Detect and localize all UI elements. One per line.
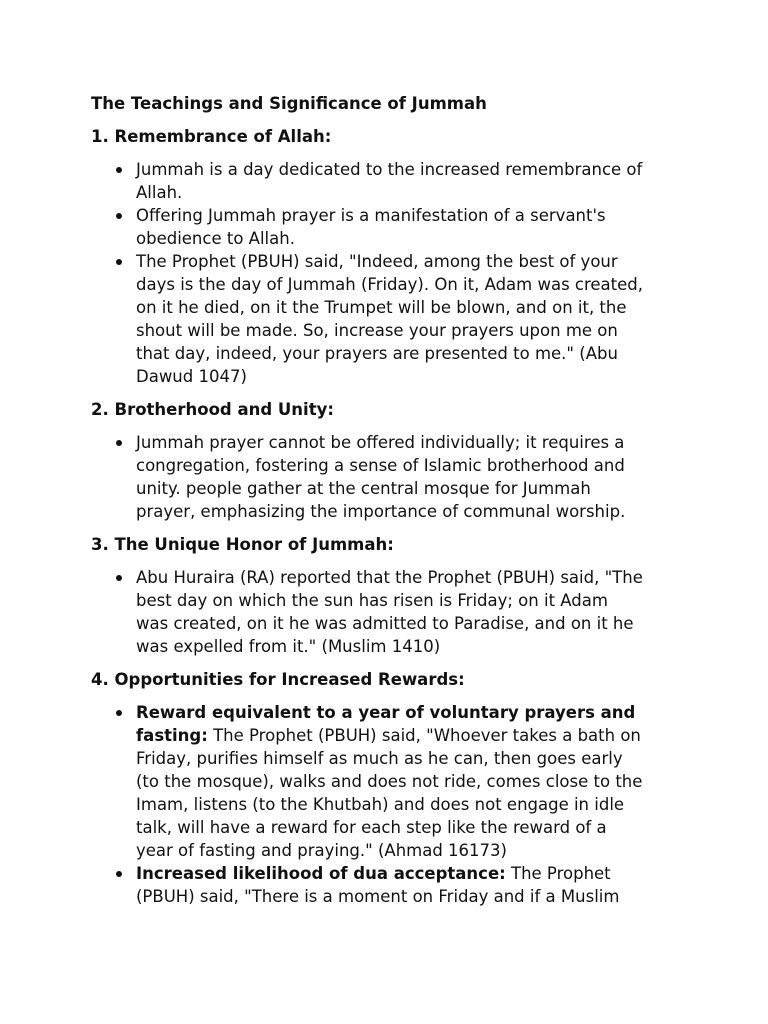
section-heading: 4. Opportunities for Increased Rewards: <box>91 670 465 689</box>
text-line: (PBUH) said, "There is a moment on Friday and if a Muslim <box>136 887 620 906</box>
text-line: obedience to Allah. <box>136 229 295 248</box>
text-line: that day, indeed, your prayers are presented to me." (Abu <box>136 344 618 363</box>
section-heading: 2. Brotherhood and Unity: <box>91 400 334 419</box>
text-line: Imam, listens (to the Khutbah) and does not engage in idle <box>136 795 625 814</box>
bullet-list <box>91 566 691 658</box>
text-line-mixed <box>136 724 691 747</box>
section-unique-honor <box>91 533 691 658</box>
list-item <box>91 862 691 908</box>
bullet-list <box>91 158 691 388</box>
bold-lead: Reward equivalent to a year of voluntary prayers and <box>136 703 636 722</box>
section-heading: 3. The Unique Honor of Jummah: <box>91 535 394 554</box>
section-rewards <box>91 668 691 908</box>
text-line: Offering Jummah prayer is a manifestation of a servant's <box>136 206 606 225</box>
text-line: Jummah prayer cannot be offered individually; it requires a <box>136 433 625 452</box>
text-line: (to the mosque), walks and does not ride, comes close to the <box>136 772 643 791</box>
bold-lead: fasting: <box>136 726 208 745</box>
list-item <box>91 204 691 250</box>
text-line: best day on which the sun has risen is Friday; on it Adam <box>136 591 608 610</box>
text-line: prayer, emphasizing the importance of communal worship. <box>136 502 626 521</box>
text-line: congregation, fostering a sense of Islamic brotherhood and <box>136 456 625 475</box>
bullet-list <box>91 431 691 523</box>
text-line: on it he died, on it the Trumpet will be blown, and on it, the <box>136 298 627 317</box>
text-run: The Prophet <box>505 864 611 883</box>
section-remembrance <box>91 125 691 388</box>
bullet-list <box>91 701 691 908</box>
bullet-icon <box>116 167 122 173</box>
bullet-icon <box>116 259 122 265</box>
text-line: shout will be made. So, increase your prayers upon me on <box>136 321 618 340</box>
text-line: talk, will have a reward for each step like the reward of a <box>136 818 607 837</box>
text-line-first <box>136 862 691 885</box>
text-line: Friday, purifies himself as much as he can, then goes early <box>136 749 623 768</box>
list-item <box>91 431 691 523</box>
text-line: was expelled from it." (Muslim 1410) <box>136 637 441 656</box>
list-item <box>91 158 691 204</box>
list-item <box>91 250 691 388</box>
list-item <box>91 701 691 862</box>
text-line: unity. people gather at the central mosque for Jummah <box>136 479 591 498</box>
text-run: The Prophet (PBUH) said, "Whoever takes a bath on <box>207 726 641 745</box>
bullet-icon <box>116 440 122 446</box>
section-brotherhood <box>91 398 691 523</box>
text-line: Abu Huraira (RA) reported that the Prophet (PBUH) said, "The <box>136 568 643 587</box>
text-line: days is the day of Jummah (Friday). On it, Adam was created, <box>136 275 644 294</box>
text-line: year of fasting and praying." (Ahmad 16173) <box>136 841 507 860</box>
bold-lead: Increased likelihood of dua acceptance: <box>136 864 506 883</box>
section-heading: 1. Remembrance of Allah: <box>91 127 332 146</box>
bullet-icon <box>116 871 122 877</box>
list-item <box>91 566 691 658</box>
text-line: Dawud 1047) <box>136 367 247 386</box>
text-line: The Prophet (PBUH) said, "Indeed, among the best of your <box>136 252 618 271</box>
text-line: Jummah is a day dedicated to the increased remembrance of <box>136 160 643 179</box>
bullet-icon <box>116 213 122 219</box>
document-page <box>91 92 691 918</box>
document-title: The Teachings and Significance of Jummah <box>91 94 487 113</box>
bullet-icon <box>116 710 122 716</box>
text-line: Allah. <box>136 183 183 202</box>
bullet-icon <box>116 575 122 581</box>
text-line: was created, on it he was admitted to Paradise, and on it he <box>136 614 634 633</box>
